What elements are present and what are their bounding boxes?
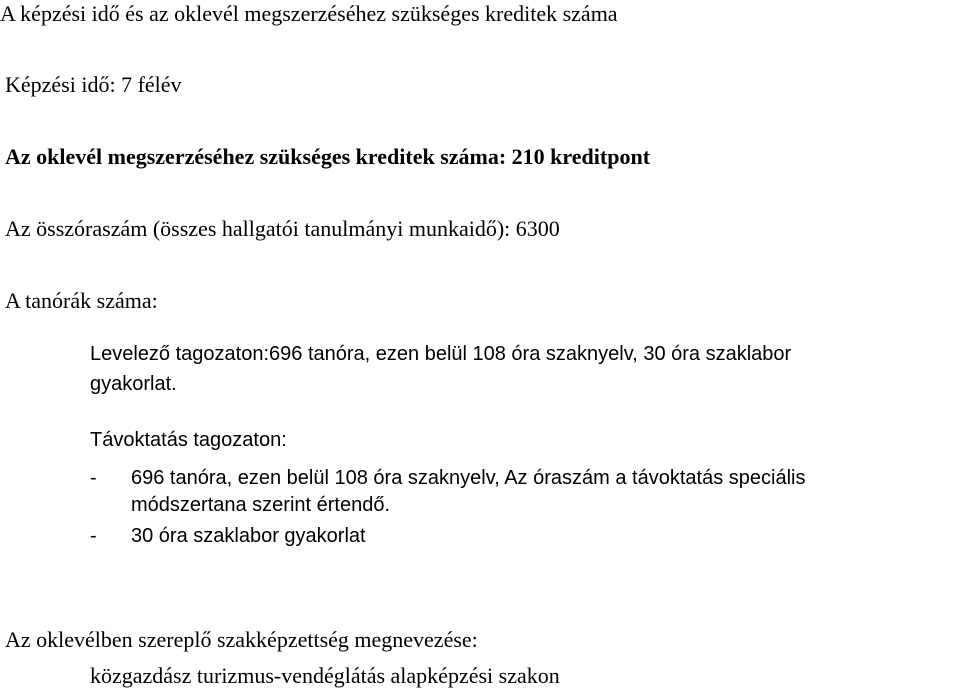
training-duration: Képzési idő: 7 félév [5,72,182,97]
distance-learning-label: Távoktatás tagozaton: [90,429,287,451]
correspondence-lessons-line-2: gyakorlat. [90,373,177,395]
qualification-value: közgazdász turizmus-vendéglátás alapképzési szakon [90,663,560,688]
list-dash: - [90,467,97,489]
total-hours: Az összóraszám (összes hallgatói tanulmányi munkaidő): 6300 [5,216,560,241]
list-dash: - [90,525,97,547]
qualification-label: Az oklevélben szereplő szakképzettség megnevezése: [5,627,478,652]
distance-item-1-continuation: módszertana szerint értendő. [131,494,391,516]
lessons-label: A tanórák száma: [5,288,158,313]
distance-item-1-text: 696 tanóra, ezen belül 108 óra szaknyelv, Az óraszám a távoktatás speciális [131,467,806,489]
required-credits: Az oklevél megszerzéséhez szükséges kreditek száma: 210 kreditpont [5,144,651,169]
distance-item-2-text: 30 óra szaklabor gyakorlat [131,525,366,547]
document-heading: A képzési idő és az oklevél megszerzéséhez szükséges kreditek száma [0,1,618,26]
correspondence-lessons-line-1: Levelező tagozaton:696 tanóra, ezen belül 108 óra szaknyelv, 30 óra szaklabor [90,343,792,365]
